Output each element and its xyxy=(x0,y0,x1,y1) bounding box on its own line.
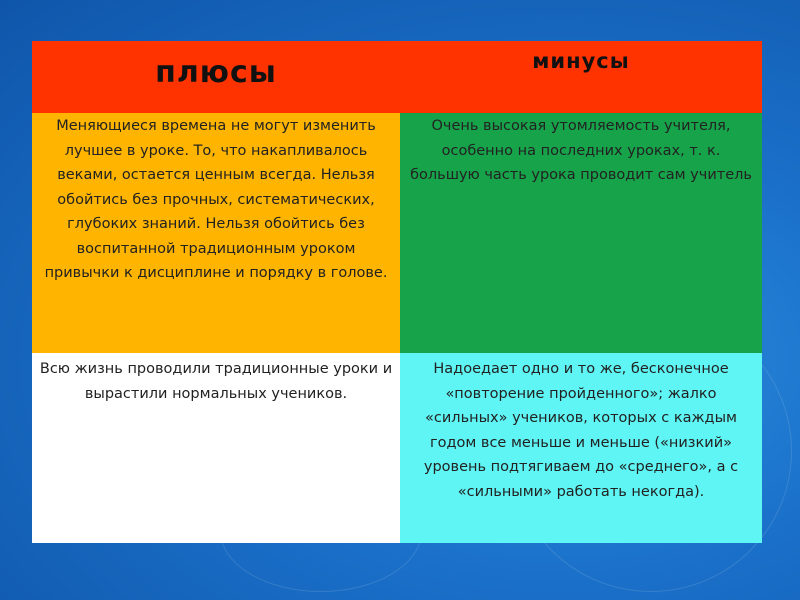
row1-minus-cell: Очень высокая утомляемость учителя, особенно на последних уроках, т. к. большую часть урока проводит сам учитель xyxy=(400,113,762,353)
table-row xyxy=(32,353,762,543)
pros-cons-table xyxy=(32,41,762,543)
row1-plus-cell: Меняющиеся времена не могут изменить лучшее в уроке. То, что накапливалось веками, остается ценным всегда. Нельзя обойтись без прочных, систематических, глубоких знаний. Нельзя обойтись без воспитанной традиционным уроком привычки к дисциплине и порядку в голове. xyxy=(32,113,400,353)
table-row xyxy=(32,113,762,353)
header-minus: минусы xyxy=(400,41,762,113)
table-header-row xyxy=(32,41,762,113)
header-plus: плюсы xyxy=(32,41,400,113)
row2-plus-cell: Всю жизнь проводили традиционные уроки и вырастили нормальных учеников. xyxy=(32,353,400,543)
row2-minus-cell: Надоедает одно и то же, бесконечное «повторение пройденного»; жалко «сильных» учеников, которых с каждым годом все меньше и меньше («низкий» уровень подтягиваем до «среднего», а с «сильными» работать некогда). xyxy=(400,353,762,543)
